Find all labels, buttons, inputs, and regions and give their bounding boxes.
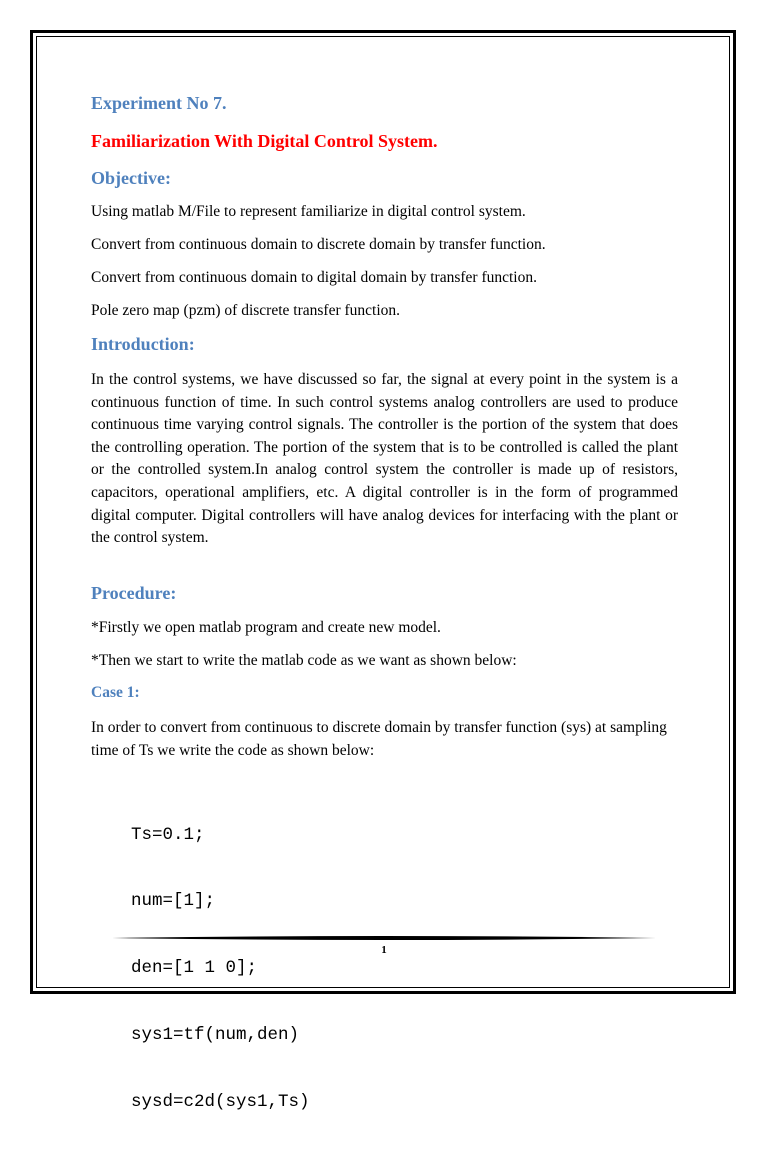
case1-paragraph: In order to convert from continuous to discrete domain by transfer function (sys) at sampling time of Ts we write the code as shown below: — [91, 719, 667, 759]
experiment-subtitle: Familiarization With Digital Control System. — [91, 131, 438, 151]
objective-item: Convert from continuous domain to digital domain by transfer function. — [91, 269, 537, 286]
code-line: num=[1]; — [131, 891, 216, 912]
code-line: sysd=c2d(sys1,Ts) — [131, 1092, 310, 1113]
introduction-paragraph: In the control systems, we have discussed so far, the signal at every point in the system is a continuous function of time. In such control systems analog controllers are used to produce continuous time varying control signals. The controller is the portion of the system that does the controlling operation. The portion of the system that is to be controlled is called the plant or the controlled system.In analog control system the controller is made up of resistors, capacitors, operational amplifiers, etc. A digital controller is in the form of programmed digital computer. Digital controllers will have analog devices for interfacing with the plant or the control system. — [91, 371, 678, 547]
procedure-heading: Procedure: — [91, 583, 177, 603]
objective-item: Using matlab M/File to represent familiarize in digital control system. — [91, 203, 526, 220]
page-number: 1 — [381, 944, 387, 956]
footer-rule — [112, 935, 656, 941]
introduction-heading: Introduction: — [91, 334, 195, 354]
code-line: Ts=0.1; — [131, 824, 205, 845]
objective-item: Pole zero map (pzm) of discrete transfer function. — [91, 302, 401, 319]
objective-heading: Objective: — [91, 168, 171, 188]
case1-heading: Case 1: — [91, 684, 140, 701]
procedure-step: *Firstly we open matlab program and create new model. — [91, 619, 441, 636]
procedure-step: *Then we start to write the matlab code as we want as shown below: — [91, 652, 517, 669]
experiment-title: Experiment No 7. — [91, 93, 227, 113]
matlab-code-block — [131, 779, 310, 1158]
code-line: den=[1 1 0]; — [131, 958, 258, 979]
code-line: sys1=tf(num,den) — [131, 1025, 300, 1046]
objective-item: Convert from continuous domain to discrete domain by transfer function. — [91, 236, 546, 253]
